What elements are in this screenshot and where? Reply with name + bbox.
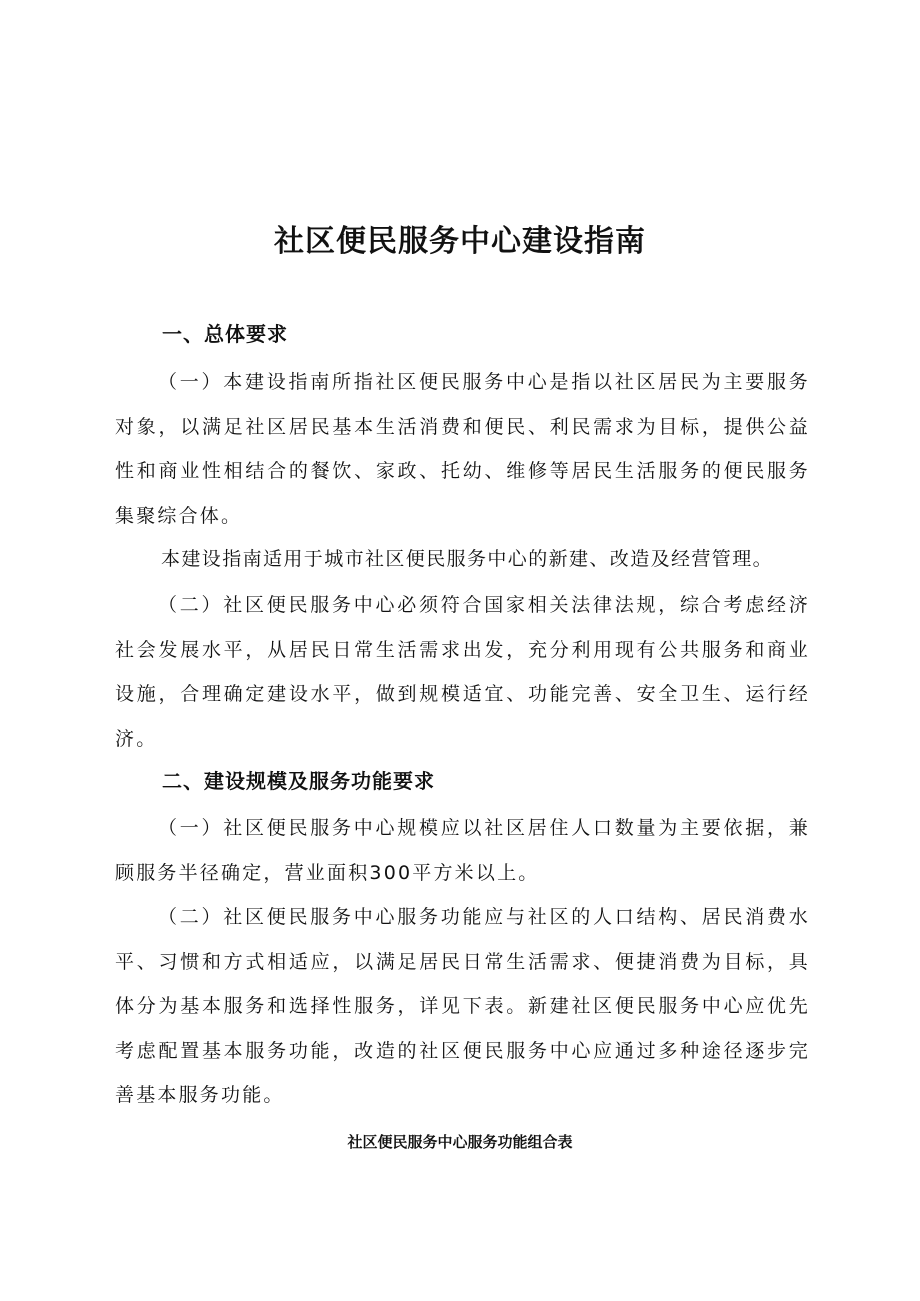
paragraph-functions: （二）社区便民服务中心服务功能应与社区的人口结构、居民消费水平、习惯和方式相适应，以满足居民日常生活需求、便捷消费为目标，具体分为基本服务和选择性服务，详见下表。新建社区便民服务中心应优先考虑配置基本服务功能，改造的社区便民服务中心应通过多种途径逐步完善基本服务功能。 xyxy=(115,906,810,1106)
paragraph-scope: 本建设指南适用于城市社区便民服务中心的新建、改造及经营管理。 xyxy=(161,548,774,570)
paragraph-scale: （一）社区便民服务中心规模应以社区居住人口数量为主要依据，兼顾服务半径确定，营业面积300平方米以上。 xyxy=(115,817,810,884)
document-title: 社区便民服务中心建设指南 xyxy=(274,224,646,259)
section-heading-2: 二、建设规模及服务功能要求 xyxy=(162,769,435,793)
section-heading-1: 一、总体要求 xyxy=(162,322,288,346)
paragraph-definition: （一）本建设指南所指社区便民服务中心是指以社区居民为主要服务对象，以满足社区居民基本生活消费和便民、利民需求为目标，提供公益性和商业性相结合的餐饮、家政、托幼、维修等居民生活服务的便民服务集聚综合体。 xyxy=(115,371,810,527)
table-caption: 社区便民服务中心服务功能组合表 xyxy=(347,1133,573,1151)
paragraph-requirements: （二）社区便民服务中心必须符合国家相关法律法规，综合考虑经济社会发展水平，从居民日常生活需求出发，充分利用现有公共服务和商业设施，合理确定建设水平，做到规模适宜、功能完善、安全卫生、运行经济。 xyxy=(115,594,810,750)
